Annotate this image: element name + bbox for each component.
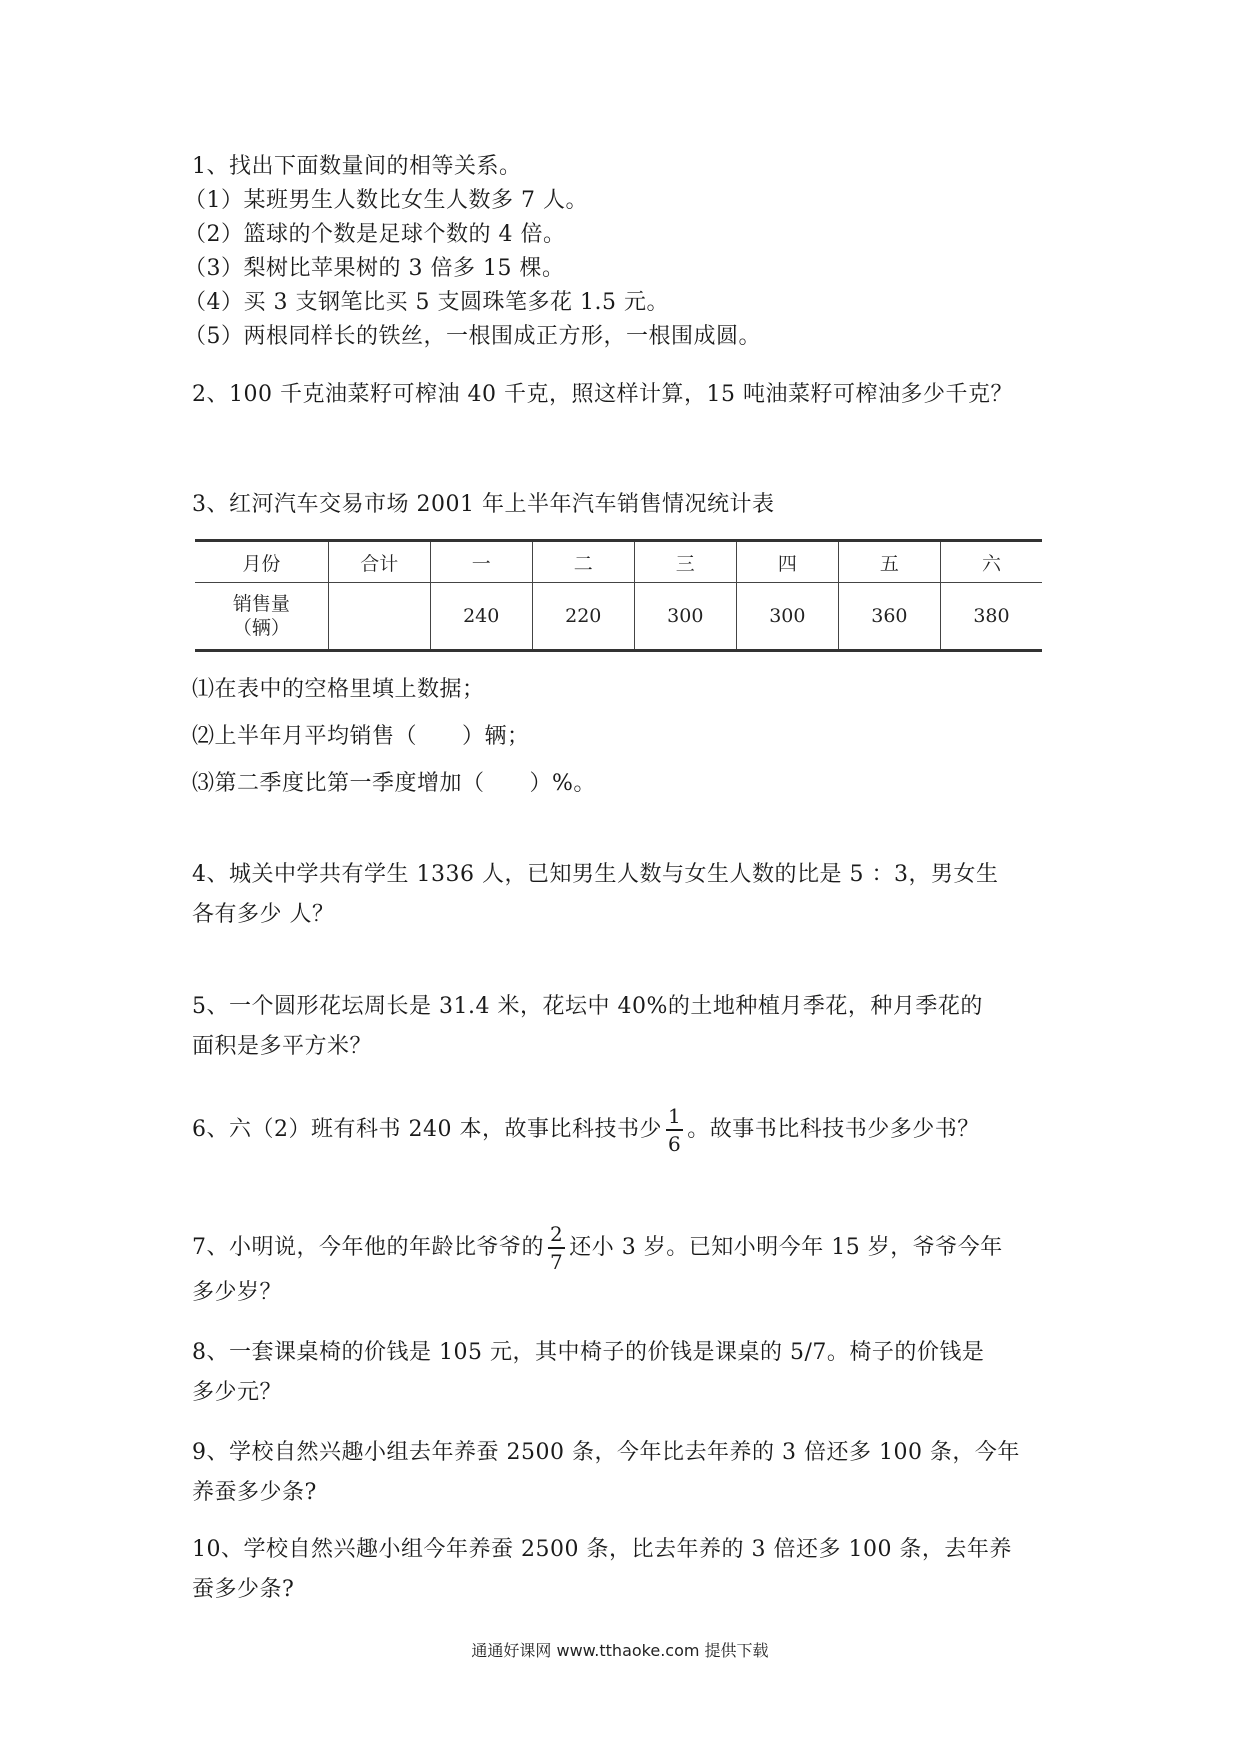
q7-frac-num: 2 [550,1222,564,1246]
q1-title: 1、找出下面数量间的相等关系。 [192,154,522,179]
table-header-month: 三 [634,541,736,583]
sales-table [195,539,1042,652]
q7-line2: 多少岁？ [192,1280,283,1305]
table-header-total: 合计 [328,541,430,583]
table-row [195,583,1042,651]
table-header-month: 六 [940,541,1042,583]
q6-after: 。故事书比科技书少多少书？ [687,1117,980,1142]
q5-line1: 5、一个圆形花坛周长是 31.4 米，花坛中 40%的土地种植月季花，种月季花的 [192,994,983,1019]
q7-fraction [548,1224,565,1272]
table-cell-value: 300 [736,583,838,651]
table-header-month: 一 [430,541,532,583]
table-header-month: 四 [736,541,838,583]
q8-line1: 8、一套课桌椅的价钱是 105 元，其中椅子的价钱是课桌的 5/7。椅子的价钱是 [192,1340,985,1365]
q9-line2: 养蚕多少条? [192,1480,317,1505]
row-label-line1: 销售量 [232,593,290,615]
row-label-line2: （辆） [232,617,290,639]
q10-line2: 蚕多少条? [192,1577,295,1602]
q6-frac-num: 1 [667,1104,682,1128]
q3-title: 3、红河汽车交易市场 2001 年上半年汽车销售情况统计表 [192,492,775,517]
q4-line1: 4、城关中学共有学生 1336 人，已知男生人数与女生人数的比是 5 ：3，男女生 [192,862,999,887]
q4-line2: 各有多少 人？ [192,902,335,927]
page-footer: 通通好课网 www.tthaoke.com 提供下载 [471,1641,769,1660]
table-header-month: 二 [532,541,634,583]
q7-line1 [192,1210,1003,1286]
table-cell-value: 380 [940,583,1042,651]
q8-line2: 多少元？ [192,1380,283,1405]
q1-item-1: （1）某班男生人数比女生人数多 7 人。 [184,188,588,213]
table-cell-value: 360 [838,583,940,651]
q6-fraction [666,1106,683,1154]
q3-sub-3: ⑶第二季度比第一季度增加（ ）%。 [192,771,596,796]
q7-before: 7、小明说，今年他的年龄比爷爷的 [192,1235,544,1260]
table-cell-value: 300 [634,583,736,651]
q5-line2: 面积是多平方米？ [192,1034,373,1059]
table-cell-value: 240 [430,583,532,651]
table-row-label [195,583,328,651]
q3-sub-2: ⑵上半年月平均销售（ ）辆； [192,724,530,749]
q1-item-3: （3）梨树比苹果树的 3 倍多 15 棵。 [184,256,565,281]
q2-text: 2、100 千克油菜籽可榨油 40 千克，照这样计算，15 吨油菜籽可榨油多少千克？ [192,382,1013,407]
q7-frac-bar [548,1247,565,1249]
table-cell-total-blank [328,583,430,651]
q1-item-2: （2）篮球的个数是足球个数的 4 倍。 [184,222,566,247]
table-header-row [195,541,1042,583]
table-header-month-label: 月份 [195,541,328,583]
q3-sub-1: ⑴在表中的空格里填上数据； [192,677,485,702]
q10-line1: 10、学校自然兴趣小组今年养蚕 2500 条，比去年养的 3 倍还多 100 条，去年养 [192,1537,1012,1562]
table-header-month: 五 [838,541,940,583]
table-cell-value: 220 [532,583,634,651]
q6-frac-bar [666,1129,683,1131]
q1-item-5: （5）两根同样长的铁丝，一根围成正方形，一根围成圆。 [184,324,761,349]
q9-line1: 9、学校自然兴趣小组去年养蚕 2500 条，今年比去年养的 3 倍还多 100 条，今年 [192,1440,1020,1465]
q1-item-4: （4）买 3 支钢笔比买 5 支圆珠笔多花 1.5 元。 [184,290,669,315]
q6-frac-den: 6 [667,1132,682,1156]
q7-after: 还小 3 岁。已知小明今年 15 岁，爷爷今年 [569,1235,1003,1260]
q6-before: 6、六（2）班有科书 240 本，故事比科技书少 [192,1117,662,1142]
q7-frac-den: 7 [550,1250,564,1274]
q6-text [192,1092,980,1168]
